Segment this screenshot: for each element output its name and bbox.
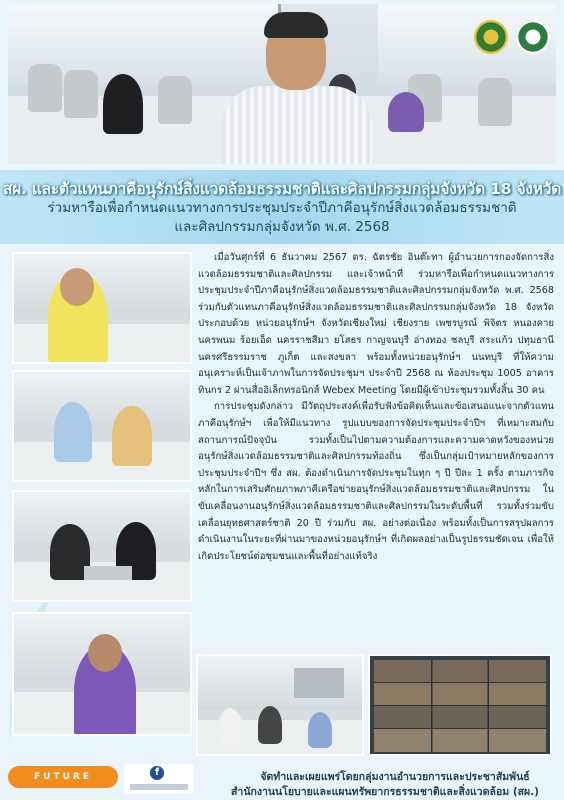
screen: [294, 668, 344, 698]
onep-logo: [516, 20, 550, 54]
footer-line-1: จัดทำและเผยแพร่โดยกลุ่มงานอำนวยการและประชาสัมพันธ์: [260, 771, 530, 783]
main-speaker-hair: [264, 12, 328, 38]
video-call-tiles: [374, 660, 546, 752]
hero-photo: [8, 4, 556, 164]
attendee-face: [60, 268, 94, 306]
chair: [64, 70, 98, 118]
attendee: [308, 712, 332, 748]
subheadline: [0, 199, 564, 237]
photo-participant-4: [12, 612, 192, 736]
subheadline-line-2: และศิลปกรรมกลุ่มจังหวัด พ.ศ. 2568: [174, 219, 390, 235]
photo-participant-2: [12, 370, 192, 482]
chair: [158, 76, 192, 124]
subheadline-line-1: ร่วมหารือเพื่อกำหนดแนวทางการประชุมประจำปีภาคีอนุรักษ์สิ่งแวดล้อมธรรมชาติ: [47, 200, 517, 216]
attendee: [258, 706, 282, 744]
attendee: [103, 74, 143, 134]
chair: [28, 64, 62, 112]
future-logo: [8, 766, 118, 788]
main-speaker: [222, 86, 372, 164]
paragraph-1: เมื่อวันศุกร์ที่ 6 ธันวาคม 2567 ดร. ฉัตรชัย อินต๊ะทา ผู้อำนวยการกองจัดการสิ่งแวดล้อมธรรมชาติและศิลปกรรม และเจ้าหน้าที่ ร่วมหารือเพื่อกำหนดแนวทางการประชุมประจำปีภาคีอนุรักษ์สิ่งแวดล้อมธรรมชาติและศิลปกรรมกลุ่มจังหวัด พ.ศ. 2568 ร่วมกับตัวแทนภาคีอนุรักษ์สิ่งแวดล้อมธรรมชาติและศิลปกรรมกลุ่มจังหวัด 18 จังหวัด ประกอบด้วย หน่วยอนุรักษ์ฯ จังหวัดเชียงใหม่ เชียงราย เพชรบูรณ์ พิจิตร หนองคาย นครพนม ร้อยเอ็ด นครราชสีมา ยโสธร กาญจนบุรี อ่างทอง ชลบุรี สระแก้ว ปทุมธานี นครศรีธรรมราช ภูเก็ต และสงขลา พร้อมทั้งหน่วยอนุรักษ์ฯ นนทบุรี ที่ให้ความอนุเคราะห์เป็นเจ้าภาพในการจัดประชุมฯ ประจำปี 2568 ณ ห้องประชุม 1005 อาคารทินกร 2 ผ่านสื่ออิเล็กทรอนิกส์ Webex Meeting โดยมีผู้เข้าประชุมรวมทั้งสิ้น 30 คน: [198, 252, 554, 396]
future-logo-text: FUTURE: [34, 772, 92, 782]
attendee: [388, 92, 424, 132]
photo-webex-grid: [368, 654, 552, 756]
attendee-face: [88, 634, 122, 672]
facebook-icon: f: [150, 766, 164, 780]
photo-participant-1: [12, 252, 192, 364]
ministry-seal-logo: [474, 20, 508, 54]
photo-participant-3: [12, 490, 192, 602]
article-body: [198, 250, 554, 565]
onep-footer-logo: [124, 764, 194, 794]
attendee: [112, 406, 152, 466]
window-panel: [158, 4, 281, 84]
attendee: [54, 402, 92, 462]
paragraph-2: การประชุมดังกล่าว มีวัตถุประสงค์เพื่อรับฟังข้อคิดเห็นและข้อเสนอแนะจากตัวแทนภาคีอนุรักษ์ฯ เพื่อให้มีแนวทาง รูปแบบของการจัดประชุมประจำปีฯ ที่เหมาะสมกับสถานการณ์ปัจจุบัน รวมทั้งเป็นไปตามความต้องการและความคาดหวังของหน่วยอนุรักษ์สิ่งแวดล้อมธรรมชาติและศิลปกรรมท้องถิ่น ซึ่งเป็นกลุ่มเป้าหมายหลักของการประชุมประจำปีฯ ซึ่ง สผ. ต้องดำเนินการจัดประชุมในทุก ๆ ปี ปีละ 1 ครั้ง ตามภารกิจหลักในการเสริมศักยภาพภาคีเครือข่ายอนุรักษ์สิ่งแวดล้อมธรรมชาติและศิลปกรรม ในขับเคลื่อนงานอนุรักษ์สิ่งแวดล้อมธรรมชาติและศิลปกรรมในระดับพื้นที่ รวมทั้งร่วมขับเคลื่อนยุทธศาสตร์ชาติ 20 ปี ร่วมกับ สผ. อย่างต่อเนื่อง พร้อมทั้งเป็นการสรุปผลการดำเนินงานในระยะที่ผ่านมาของหน่วยอนุรักษ์ฯ ที่เกิดผลอย่างเป็นรูปธรรมชัดเจน เพื่อให้เกิดประโยชน์ต่อชุมชนและพื้นที่อย่างแท้จริง: [198, 401, 554, 562]
chair: [478, 78, 512, 126]
attendee: [218, 708, 242, 746]
headline: สผ. และตัวแทนภาคีอนุรักษ์สิ่งแวดล้อมธรรมชาติและศิลปกรรมกลุ่มจังหวัด 18 จังหวัด: [2, 180, 562, 198]
laptop: [84, 566, 132, 580]
footer-line-2: สำนักงานนโยบายและแผนทรัพยากรธรรมชาติและสิ่งแวดล้อม (สผ.): [231, 786, 539, 798]
photo-meeting-room: [196, 654, 364, 756]
footer-logo-caption: [130, 784, 188, 790]
